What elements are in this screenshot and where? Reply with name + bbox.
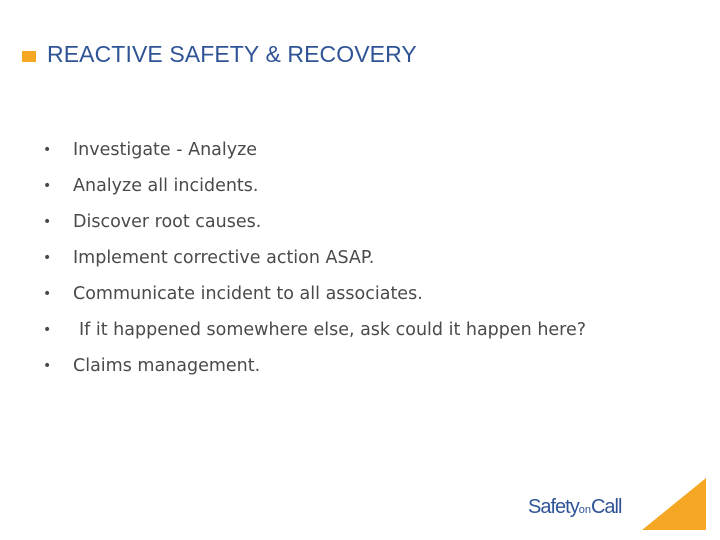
bullet-item (43, 276, 586, 312)
logo-text-safety: Safety (528, 496, 579, 518)
logo-text-on: on (578, 504, 591, 516)
bullet-item (43, 168, 586, 204)
bullet-icon: • (43, 322, 52, 338)
bullet-text: If it happened somewhere else, ask could it happen here? (79, 320, 587, 340)
bullet-icon: • (43, 142, 52, 158)
bullet-list (43, 132, 586, 384)
bullet-text: Claims management. (73, 356, 261, 376)
bullet-item (43, 240, 586, 276)
bullet-icon: • (43, 286, 52, 302)
title-marker (22, 51, 36, 62)
bullet-text: Analyze all incidents. (73, 176, 259, 196)
logo-text-call: Call (590, 496, 622, 518)
bullet-item (43, 312, 586, 348)
corner-triangle-decoration (642, 478, 706, 530)
safety-on-call-logo (528, 495, 621, 522)
bullet-text: Communicate incident to all associates. (73, 284, 423, 304)
bullet-item (43, 348, 586, 384)
bullet-icon: • (43, 358, 52, 374)
bullet-icon: • (43, 214, 52, 230)
bullet-text: Discover root causes. (73, 212, 262, 232)
bullet-text: Implement corrective action ASAP. (73, 248, 375, 268)
bullet-icon: • (43, 178, 52, 194)
bullet-item (43, 204, 586, 240)
bullet-item (43, 132, 586, 168)
bullet-text: Investigate - Analyze (73, 140, 258, 160)
bullet-icon: • (43, 250, 52, 266)
slide-title: REACTIVE SAFETY & RECOVERY (47, 41, 417, 67)
